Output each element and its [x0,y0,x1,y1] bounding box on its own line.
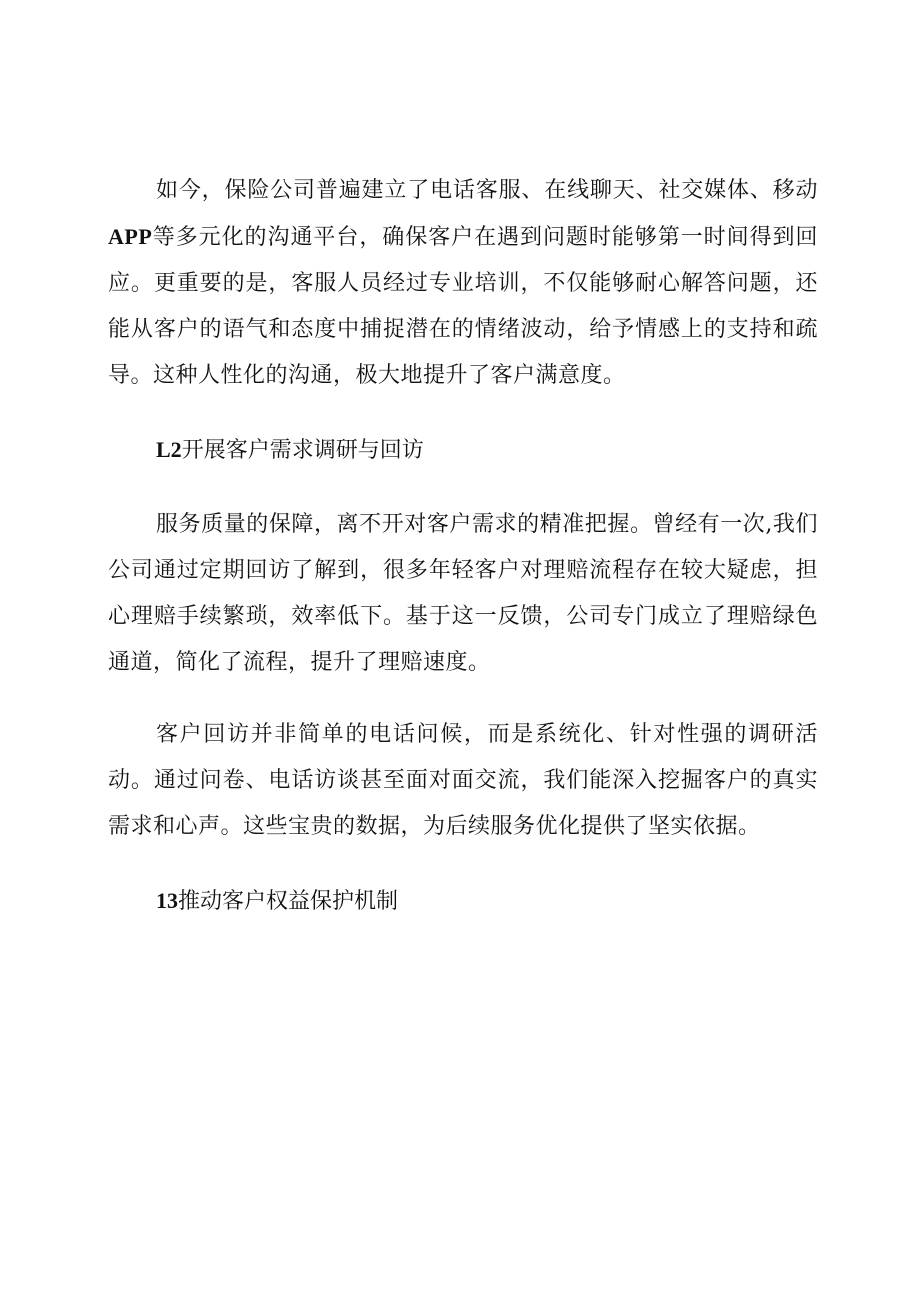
paragraph-customer-followup: 客户回访并非简单的电话问候，而是系统化、针对性强的调研活动。通过问卷、电话访谈甚至面对面交流，我们能深入挖掘客户的真实需求和心声。这些宝贵的数据，为后续服务优化提供了坚实依据。 [108,722,818,839]
spacer [108,686,818,712]
section-heading-rights-protection [108,878,818,925]
paragraph-1-text-before: 如今，保险公司普遍建立了电话客服、在线聊天、社交媒体、移动 [156,178,818,203]
section-title: 推动客户权益保护机制 [178,889,399,914]
paragraph-1-bold-app: APP [108,224,153,249]
section-heading-customer-research [108,427,818,474]
paragraph-1-text-after: 等多元化的沟通平台，确保客户在遇到问题时能够第一时间得到回应。更重要的是，客服人员经过专业培训，不仅能够耐心解答问题，还能从客户的语气和态度中捕捉潜在的情绪波动，给予情感上的支持和疏导。这种人性化的沟通，极大地提升了客户满意度。 [108,225,818,388]
paragraph-service-quality: 服务质量的保障，离不开对客户需求的精准把握。曾经有一次,我们公司通过定期回访了解到，很多年轻客户对理赔流程存在较大疑虑，担心理赔手续繁琐，效率低下。基于这一反馈，公司专门成立了理赔绿色通道，简化了流程，提升了理赔速度。 [108,512,818,675]
section-title: 开展客户需求调研与回访 [181,438,424,463]
document-body [108,168,818,925]
section-number: 13 [156,888,178,913]
paragraph-communication-platforms [108,168,818,399]
spacer [108,474,818,502]
section-number: L2 [156,437,182,462]
spacer [108,850,818,878]
spacer [108,399,818,427]
